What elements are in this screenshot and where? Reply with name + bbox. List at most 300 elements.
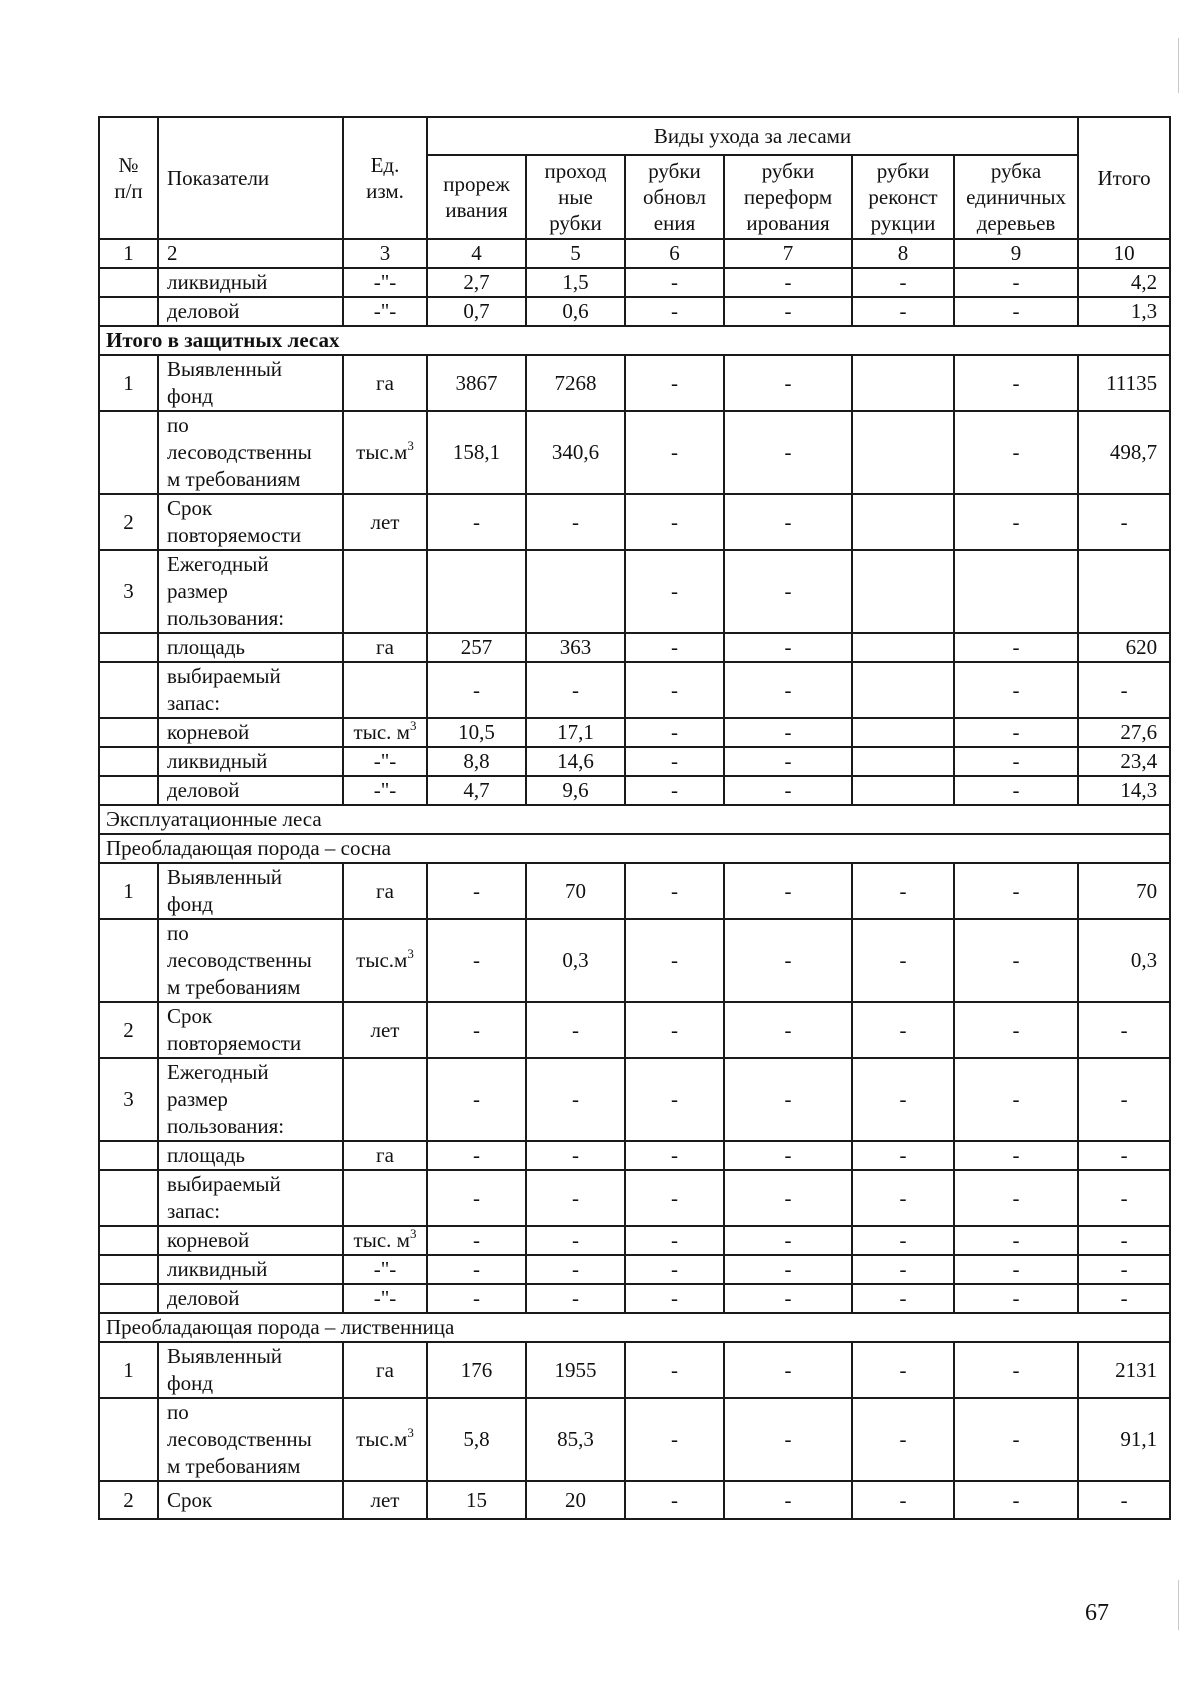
indicator-cell: выбираемый запас:: [158, 1170, 343, 1226]
col-number: 4: [427, 239, 526, 268]
row-number-cell: [99, 1398, 158, 1481]
row-number-cell: 1: [99, 355, 158, 411]
row-number-cell: [99, 1226, 158, 1255]
unit-cell: [343, 268, 427, 297]
value-cell: -: [427, 863, 526, 919]
row-number-cell: 3: [99, 1058, 158, 1141]
unit-cell: [343, 662, 427, 718]
table-row: [99, 919, 1170, 1002]
row-number-cell: [99, 411, 158, 494]
total-cell: 70: [1078, 863, 1170, 919]
unit-text: га: [376, 370, 394, 395]
value-cell: -: [625, 550, 724, 633]
value-cell: -: [427, 662, 526, 718]
unit-superscript: 3: [407, 946, 414, 961]
value-cell: -: [954, 776, 1078, 805]
value-cell: -: [852, 1058, 954, 1141]
value-cell: -: [724, 863, 852, 919]
value-cell: 14,6: [526, 747, 625, 776]
value-cell: -: [724, 1141, 852, 1170]
value-cell: -: [724, 633, 852, 662]
indicator-cell: ликвидный: [158, 268, 343, 297]
value-cell: 363: [526, 633, 625, 662]
indicator-cell: по лесоводственны м требованиям: [158, 411, 343, 494]
row-number-cell: 2: [99, 1481, 158, 1519]
table-row: [99, 633, 1170, 662]
unit-text: -"-: [373, 749, 397, 773]
value-cell: -: [954, 1226, 1078, 1255]
value-cell: -: [724, 718, 852, 747]
unit-cell: [343, 1284, 427, 1313]
value-cell: 1955: [526, 1342, 625, 1398]
section-heading: Преобладающая порода – лиственница: [99, 1313, 1170, 1342]
unit-cell: [343, 1002, 427, 1058]
value-cell: -: [954, 1398, 1078, 1481]
unit-cell: [343, 550, 427, 633]
value-cell: -: [625, 863, 724, 919]
unit-cell: [343, 718, 427, 747]
table-row: [99, 747, 1170, 776]
indicator-cell: Срок повторяемости: [158, 494, 343, 550]
value-cell: 0,7: [427, 297, 526, 326]
value-cell: -: [954, 1255, 1078, 1284]
value-cell: -: [724, 297, 852, 326]
total-cell: 1,3: [1078, 297, 1170, 326]
value-cell: -: [724, 747, 852, 776]
col-header-passage-cuttings: проход ные рубки: [526, 155, 625, 239]
total-cell: -: [1078, 1002, 1170, 1058]
section-row: [99, 1313, 1170, 1342]
unit-text: тыс.м: [356, 440, 408, 464]
unit-text: га: [376, 1357, 394, 1382]
table-row: [99, 1284, 1170, 1313]
col-number: 7: [724, 239, 852, 268]
unit-cell: [343, 1342, 427, 1398]
section-row: [99, 805, 1170, 834]
value-cell: -: [724, 1284, 852, 1313]
row-number-cell: [99, 776, 158, 805]
indicator-cell: Выявленный фонд: [158, 355, 343, 411]
total-cell: 4,2: [1078, 268, 1170, 297]
total-cell: -: [1078, 494, 1170, 550]
unit-cell: [343, 1398, 427, 1481]
unit-cell: [343, 776, 427, 805]
value-cell: -: [954, 747, 1078, 776]
row-number-cell: [99, 718, 158, 747]
unit-text: -"-: [373, 299, 397, 323]
row-number-cell: [99, 1284, 158, 1313]
col-number: 5: [526, 239, 625, 268]
value-cell: -: [954, 662, 1078, 718]
value-cell: -: [625, 1058, 724, 1141]
value-cell: -: [954, 633, 1078, 662]
value-cell: -: [954, 1481, 1078, 1519]
table-row: [99, 494, 1170, 550]
col-header-renewal-cuttings: рубки обновл ения: [625, 155, 724, 239]
value-cell: [852, 662, 954, 718]
value-cell: -: [954, 863, 1078, 919]
total-cell: 498,7: [1078, 411, 1170, 494]
col-number: 10: [1078, 239, 1170, 268]
forest-care-table: [98, 116, 1171, 1520]
value-cell: -: [625, 718, 724, 747]
unit-cell: [343, 494, 427, 550]
section-row: [99, 326, 1170, 355]
col-number: 9: [954, 239, 1078, 268]
value-cell: -: [724, 411, 852, 494]
value-cell: -: [625, 662, 724, 718]
value-cell: -: [625, 1141, 724, 1170]
unit-cell: [343, 1170, 427, 1226]
value-cell: 70: [526, 863, 625, 919]
col-header-total: Итого: [1078, 117, 1170, 239]
table-row: [99, 1002, 1170, 1058]
indicator-cell: ликвидный: [158, 747, 343, 776]
value-cell: 8,8: [427, 747, 526, 776]
value-cell: -: [625, 747, 724, 776]
section-heading: Итого в защитных лесах: [99, 326, 1170, 355]
value-cell: -: [427, 1170, 526, 1226]
value-cell: -: [427, 919, 526, 1002]
value-cell: -: [427, 1141, 526, 1170]
unit-cell: [343, 411, 427, 494]
unit-superscript: 3: [409, 1226, 417, 1241]
value-cell: -: [852, 1481, 954, 1519]
value-cell: -: [427, 1255, 526, 1284]
col-header-thinning: прореж ивания: [427, 155, 526, 239]
indicator-cell: ликвидный: [158, 1255, 343, 1284]
value-cell: -: [852, 1342, 954, 1398]
unit-superscript: 3: [407, 1425, 414, 1440]
col-header-reconstruction-cuttings: рубки реконст рукции: [852, 155, 954, 239]
col-number: 8: [852, 239, 954, 268]
indicator-cell: Ежегодный размер пользования:: [158, 1058, 343, 1141]
col-number: 2: [158, 239, 343, 268]
table-row: [99, 662, 1170, 718]
total-cell: 11135: [1078, 355, 1170, 411]
indicator-cell: Ежегодный размер пользования:: [158, 550, 343, 633]
col-number: 6: [625, 239, 724, 268]
value-cell: 158,1: [427, 411, 526, 494]
value-cell: -: [526, 662, 625, 718]
value-cell: -: [724, 662, 852, 718]
value-cell: -: [954, 718, 1078, 747]
unit-superscript: 3: [409, 718, 417, 733]
row-number-cell: [99, 1141, 158, 1170]
total-cell: -: [1078, 1481, 1170, 1519]
value-cell: -: [625, 494, 724, 550]
value-cell: -: [625, 355, 724, 411]
value-cell: -: [954, 1170, 1078, 1226]
value-cell: -: [954, 494, 1078, 550]
indicator-cell: Выявленный фонд: [158, 863, 343, 919]
value-cell: -: [954, 1284, 1078, 1313]
row-number-cell: [99, 747, 158, 776]
indicator-cell: по лесоводственны м требованиям: [158, 919, 343, 1002]
value-cell: -: [625, 1398, 724, 1481]
value-cell: 17,1: [526, 718, 625, 747]
unit-cell: [343, 297, 427, 326]
value-cell: -: [852, 1141, 954, 1170]
value-cell: [852, 494, 954, 550]
value-cell: -: [852, 919, 954, 1002]
table-row: [99, 550, 1170, 633]
value-cell: [954, 550, 1078, 633]
value-cell: -: [724, 355, 852, 411]
value-cell: -: [427, 1284, 526, 1313]
unit-cell: [343, 1058, 427, 1141]
value-cell: -: [724, 268, 852, 297]
row-number-cell: [99, 633, 158, 662]
value-cell: -: [625, 411, 724, 494]
total-cell: -: [1078, 662, 1170, 718]
col-number: 3: [343, 239, 427, 268]
value-cell: -: [724, 1255, 852, 1284]
value-cell: -: [625, 776, 724, 805]
table-row: [99, 776, 1170, 805]
section-heading: Эксплуатационные леса: [99, 805, 1170, 834]
value-cell: -: [852, 1170, 954, 1226]
table-row: [99, 1058, 1170, 1141]
value-cell: -: [954, 297, 1078, 326]
value-cell: -: [852, 297, 954, 326]
row-number-cell: 1: [99, 1342, 158, 1398]
row-number-cell: 2: [99, 1002, 158, 1058]
row-number-cell: [99, 919, 158, 1002]
value-cell: -: [625, 297, 724, 326]
value-cell: -: [526, 1284, 625, 1313]
value-cell: -: [625, 1226, 724, 1255]
value-cell: 2,7: [427, 268, 526, 297]
value-cell: -: [625, 633, 724, 662]
value-cell: -: [526, 1002, 625, 1058]
value-cell: -: [427, 1058, 526, 1141]
value-cell: [852, 747, 954, 776]
table-body: [99, 268, 1170, 1519]
value-cell: -: [724, 1481, 852, 1519]
unit-cell: [343, 1481, 427, 1519]
value-cell: 85,3: [526, 1398, 625, 1481]
value-cell: -: [427, 494, 526, 550]
value-cell: 5,8: [427, 1398, 526, 1481]
value-cell: [852, 355, 954, 411]
table-row: [99, 1141, 1170, 1170]
total-cell: [1078, 550, 1170, 633]
unit-text: тыс. м: [353, 720, 410, 744]
value-cell: 10,5: [427, 718, 526, 747]
table-row: [99, 297, 1170, 326]
unit-cell: [343, 919, 427, 1002]
table-row: [99, 863, 1170, 919]
unit-cell: [343, 863, 427, 919]
unit-text: лет: [370, 1017, 400, 1042]
total-cell: -: [1078, 1284, 1170, 1313]
value-cell: -: [526, 1141, 625, 1170]
value-cell: 9,6: [526, 776, 625, 805]
value-cell: -: [724, 494, 852, 550]
value-cell: -: [724, 1342, 852, 1398]
value-cell: -: [625, 1002, 724, 1058]
row-number-cell: [99, 268, 158, 297]
value-cell: -: [724, 919, 852, 1002]
col-header-unit: Ед. изм.: [343, 117, 427, 239]
value-cell: -: [724, 776, 852, 805]
scan-edge-mark: [1178, 38, 1179, 93]
unit-text: лет: [370, 1487, 400, 1512]
indicator-cell: площадь: [158, 633, 343, 662]
value-cell: -: [852, 863, 954, 919]
value-cell: -: [625, 1255, 724, 1284]
value-cell: -: [625, 268, 724, 297]
value-cell: -: [526, 1058, 625, 1141]
table-row: [99, 355, 1170, 411]
total-cell: -: [1078, 1170, 1170, 1226]
value-cell: 257: [427, 633, 526, 662]
row-number-cell: [99, 297, 158, 326]
value-cell: -: [852, 1226, 954, 1255]
value-cell: -: [954, 919, 1078, 1002]
value-cell: 4,7: [427, 776, 526, 805]
unit-text: -"-: [373, 1286, 397, 1310]
value-cell: -: [724, 1226, 852, 1255]
indicator-cell: по лесоводственны м требованиям: [158, 1398, 343, 1481]
col-header-number: № п/п: [99, 117, 158, 239]
value-cell: -: [724, 550, 852, 633]
table-row: [99, 1398, 1170, 1481]
col-header-reformation-cuttings: рубки переформ ирования: [724, 155, 852, 239]
col-header-indicators: Показатели: [158, 117, 343, 239]
indicator-cell: корневой: [158, 1226, 343, 1255]
unit-text: -"-: [373, 1257, 397, 1281]
column-number-row: [99, 239, 1170, 268]
unit-cell: [343, 1255, 427, 1284]
page-number: 67: [1085, 1600, 1109, 1626]
scan-edge-mark: [1178, 1580, 1179, 1630]
indicator-cell: деловой: [158, 776, 343, 805]
value-cell: [852, 718, 954, 747]
indicator-cell: Срок повторяемости: [158, 1002, 343, 1058]
value-cell: 3867: [427, 355, 526, 411]
value-cell: -: [852, 1255, 954, 1284]
col-number: 1: [99, 239, 158, 268]
unit-text: -"-: [373, 270, 397, 294]
total-cell: -: [1078, 1058, 1170, 1141]
value-cell: -: [625, 1284, 724, 1313]
value-cell: 340,6: [526, 411, 625, 494]
value-cell: -: [852, 1284, 954, 1313]
table-row: [99, 1481, 1170, 1519]
col-header-single-tree-cutting: рубка единичных деревьев: [954, 155, 1078, 239]
value-cell: -: [954, 1342, 1078, 1398]
value-cell: -: [954, 411, 1078, 494]
indicator-cell: выбираемый запас:: [158, 662, 343, 718]
table-row: [99, 1226, 1170, 1255]
value-cell: -: [724, 1398, 852, 1481]
unit-cell: [343, 633, 427, 662]
value-cell: -: [852, 268, 954, 297]
indicator-cell: Срок: [158, 1481, 343, 1519]
value-cell: [852, 411, 954, 494]
unit-cell: [343, 1141, 427, 1170]
value-cell: -: [954, 268, 1078, 297]
value-cell: -: [526, 1226, 625, 1255]
value-cell: -: [724, 1170, 852, 1226]
value-cell: 1,5: [526, 268, 625, 297]
value-cell: -: [427, 1226, 526, 1255]
value-cell: 15: [427, 1481, 526, 1519]
table-row: [99, 1342, 1170, 1398]
value-cell: -: [724, 1002, 852, 1058]
total-cell: 91,1: [1078, 1398, 1170, 1481]
value-cell: [427, 550, 526, 633]
unit-cell: [343, 1226, 427, 1255]
row-number-cell: 3: [99, 550, 158, 633]
row-number-cell: 2: [99, 494, 158, 550]
value-cell: -: [625, 1342, 724, 1398]
value-cell: -: [954, 1002, 1078, 1058]
row-number-cell: [99, 1170, 158, 1226]
total-cell: 14,3: [1078, 776, 1170, 805]
value-cell: -: [852, 1002, 954, 1058]
value-cell: [852, 633, 954, 662]
value-cell: 7268: [526, 355, 625, 411]
value-cell: -: [526, 1170, 625, 1226]
section-row: [99, 834, 1170, 863]
total-cell: 23,4: [1078, 747, 1170, 776]
value-cell: -: [954, 1141, 1078, 1170]
indicator-cell: деловой: [158, 1284, 343, 1313]
table-row: [99, 1170, 1170, 1226]
section-heading: Преобладающая порода – сосна: [99, 834, 1170, 863]
indicator-cell: деловой: [158, 297, 343, 326]
value-cell: -: [625, 919, 724, 1002]
table-row: [99, 268, 1170, 297]
indicator-cell: корневой: [158, 718, 343, 747]
value-cell: 176: [427, 1342, 526, 1398]
total-cell: 2131: [1078, 1342, 1170, 1398]
row-number-cell: 1: [99, 863, 158, 919]
table-row: [99, 718, 1170, 747]
unit-text: га: [376, 878, 394, 903]
value-cell: -: [625, 1170, 724, 1226]
total-cell: 27,6: [1078, 718, 1170, 747]
unit-superscript: 3: [407, 438, 414, 453]
indicator-cell: Выявленный фонд: [158, 1342, 343, 1398]
value-cell: [852, 776, 954, 805]
value-cell: -: [625, 1481, 724, 1519]
unit-cell: [343, 355, 427, 411]
total-cell: -: [1078, 1141, 1170, 1170]
value-cell: -: [852, 1398, 954, 1481]
total-cell: 620: [1078, 633, 1170, 662]
total-cell: -: [1078, 1226, 1170, 1255]
value-cell: -: [954, 355, 1078, 411]
value-cell: [526, 550, 625, 633]
total-cell: -: [1078, 1255, 1170, 1284]
table-row: [99, 1255, 1170, 1284]
col-header-care-types: Виды ухода за лесами: [427, 117, 1078, 155]
value-cell: [852, 550, 954, 633]
unit-text: тыс.м: [356, 1427, 408, 1451]
value-cell: -: [724, 1058, 852, 1141]
value-cell: 0,6: [526, 297, 625, 326]
unit-text: лет: [370, 509, 400, 534]
unit-text: га: [376, 1143, 394, 1167]
row-number-cell: [99, 1255, 158, 1284]
value-cell: 0,3: [526, 919, 625, 1002]
unit-text: тыс.м: [356, 948, 408, 972]
row-number-cell: [99, 662, 158, 718]
